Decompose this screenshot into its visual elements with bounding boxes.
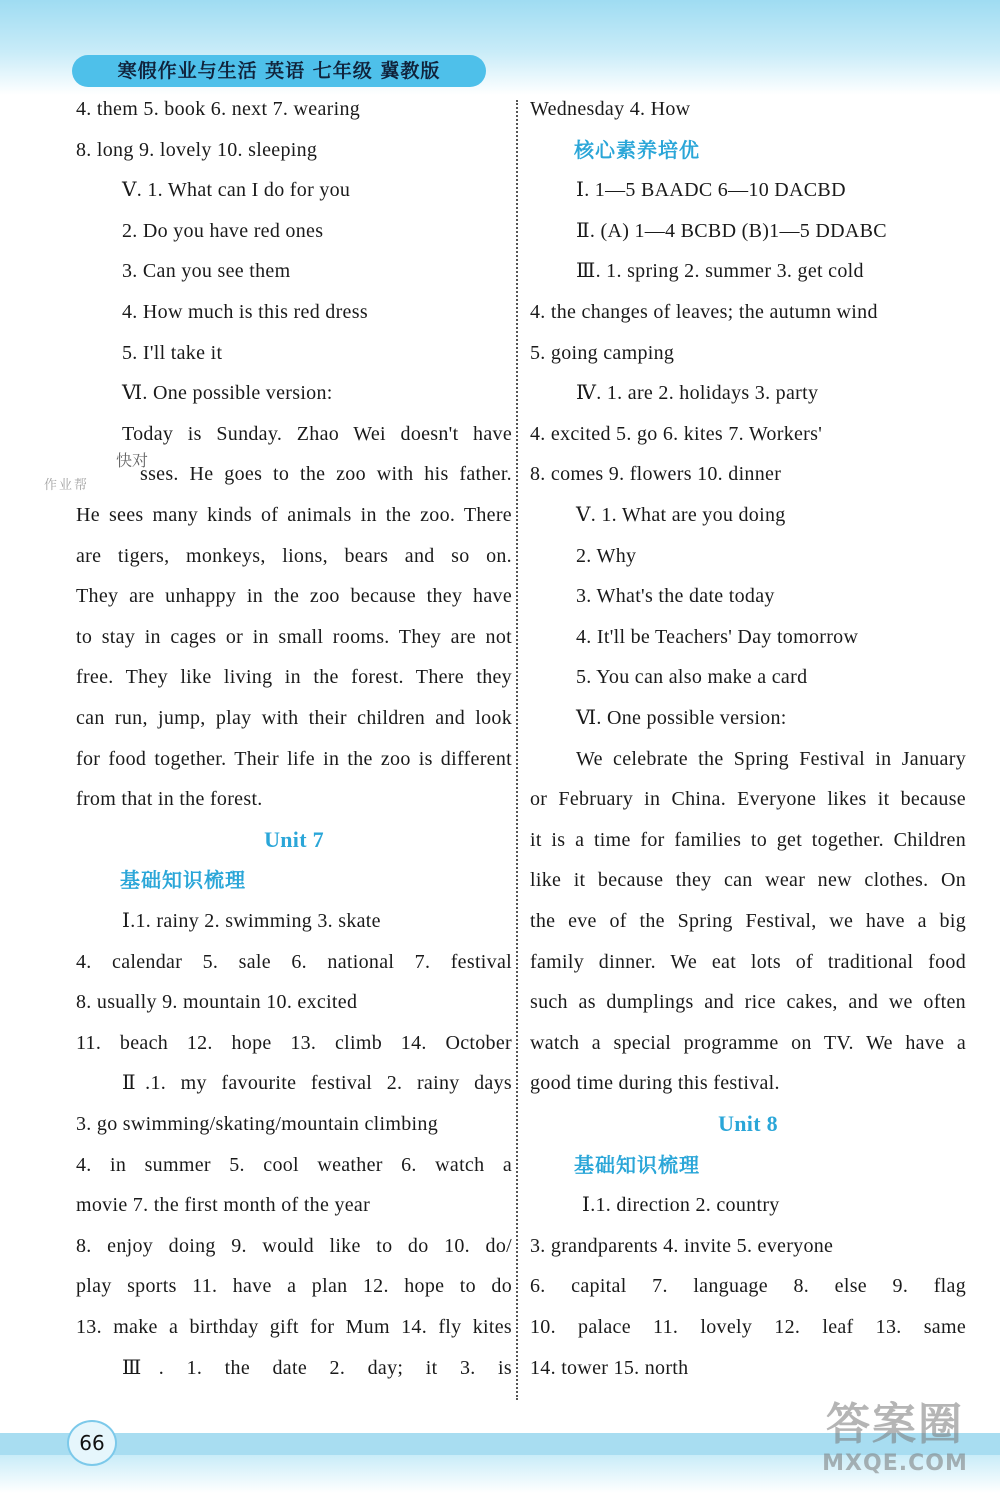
answer-line: Today is Sunday. Zhao Wei doesn't have [122,423,512,445]
answer-line: from that in the forest. [76,788,263,810]
answer-line: for food together. Their life in the zoo is different [76,748,512,770]
answer-line: 13. make a birthday gift for Mum 14. fly kites [76,1316,512,1338]
answer-line: Ⅱ. (A) 1—4 BCBD (B)1—5 DDABC [576,220,887,242]
answer-line: good time during this festival. [530,1072,780,1094]
answer-line: 10. palace 11. lovely 12. leaf 13. same [530,1316,966,1338]
answer-line: 3. What's the date today [576,585,775,607]
answer-line: family dinner. We eat lots of traditional food [530,951,966,973]
answer-line: Ⅵ. One possible version: [122,382,333,404]
answer-line: can run, jump, play with their children and look [76,707,512,729]
answer-line: 4. It'll be Teachers' Day tomorrow [576,626,859,648]
answer-line: 5. going camping [530,342,675,364]
answer-line: 5. I'll take it [122,342,223,364]
answer-line: Ⅱ.1. my favourite festival 2. rainy days [122,1072,512,1094]
answer-line: 8. enjoy doing 9. would like to do 10. do/ [76,1235,512,1257]
page-number: 66 [67,1420,117,1466]
answer-line: Ⅵ. One possible version: [576,707,787,729]
answer-line: Ⅴ. 1. What can I do for you [122,179,351,201]
answer-line: 8. long 9. lovely 10. sleeping [76,139,318,161]
answer-line: 14. tower 15. north [530,1357,689,1379]
stamp-text: 快对 [116,451,149,470]
answer-line: 11. beach 12. hope 13. climb 14. October [76,1032,512,1054]
answer-line: 6. capital 7. language 8. else 9. flag [530,1275,966,1297]
answer-line: 3. grandparents 4. invite 5. everyone [530,1235,834,1257]
answer-line: 3. go swimming/skating/mountain climbing [76,1113,438,1135]
answer-line: 3. Can you see them [122,260,291,282]
answer-line: They are unhappy in the zoo because they have [76,585,512,607]
answer-line: to stay in cages or in small rooms. They are not [76,626,512,648]
answer-line: watch a special programme on TV. We have a [530,1032,966,1054]
column-divider [516,100,518,1400]
answer-line: 8. comes 9. flowers 10. dinner [530,463,782,485]
answer-line: Ⅳ. 1. are 2. holidays 3. party [576,382,819,404]
answer-line: sses. He goes to the zoo with his father. [140,463,512,485]
answer-line: movie 7. the first month of the year [76,1194,371,1216]
answer-line: 4. excited 5. go 6. kites 7. Workers' [530,423,823,445]
answer-line: play sports 11. have a plan 12. hope to do [76,1275,512,1297]
answer-line: Ⅰ.1. direction 2. country [582,1194,780,1216]
answer-line: such as dumplings and rice cakes, and we often [530,991,966,1013]
section-heading: 基础知识梳理 [120,868,246,892]
answer-line: 4. calendar 5. sale 6. national 7. festival [76,951,512,973]
stamp-subtext: 作业帮 [44,478,90,493]
answer-line: Ⅲ. 1. the date 2. day; it 3. is [122,1357,512,1379]
answer-line: 4. in summer 5. cool weather 6. watch a [76,1154,512,1176]
section-heading: 基础知识梳理 [574,1153,700,1177]
answer-line: Ⅴ. 1. What are you doing [576,504,786,526]
answer-line: free. They like living in the forest. There they [76,666,512,688]
watermark-logo: 答案圈 [826,1399,964,1450]
answer-line: Wednesday 4. How [530,98,691,120]
app-stamp [44,442,164,492]
section-heading: 核心素养培优 [574,138,700,162]
book-title-banner: 寒假作业与生活 英语 七年级 冀教版 [72,55,486,87]
answer-line: Ⅰ. 1—5 BAADC 6—10 DACBD [576,179,846,201]
unit-heading: Unit 8 [718,1111,778,1136]
watermark [800,1400,990,1490]
answer-line: 4. the changes of leaves; the autumn wind [530,301,878,323]
answer-line: it is a time for families to get together. Children [530,829,966,851]
watermark-url: MXQE.COM [822,1451,968,1476]
unit-heading: Unit 7 [264,827,324,852]
answer-line: 8. usually 9. mountain 10. excited [76,991,358,1013]
answer-line: Ⅰ.1. rainy 2. swimming 3. skate [122,910,381,932]
answer-line: 5. You can also make a card [576,666,808,688]
answer-line: 2. Do you have red ones [122,220,324,242]
answer-line: or February in China. Everyone likes it because [530,788,966,810]
answer-line: We celebrate the Spring Festival in January [576,748,966,770]
answer-line: like it because they can wear new clothes. On [530,869,966,891]
answer-line: 4. How much is this red dress [122,301,368,323]
answer-line: are tigers, monkeys, lions, bears and so on. [76,545,512,567]
answer-line: Ⅲ. 1. spring 2. summer 3. get cold [576,260,864,282]
answer-line: 2. Why [576,545,637,567]
answer-line: He sees many kinds of animals in the zoo. There [76,504,512,526]
answer-line: the eve of the Spring Festival, we have a big [530,910,966,932]
answer-line: 4. them 5. book 6. next 7. wearing [76,98,361,120]
